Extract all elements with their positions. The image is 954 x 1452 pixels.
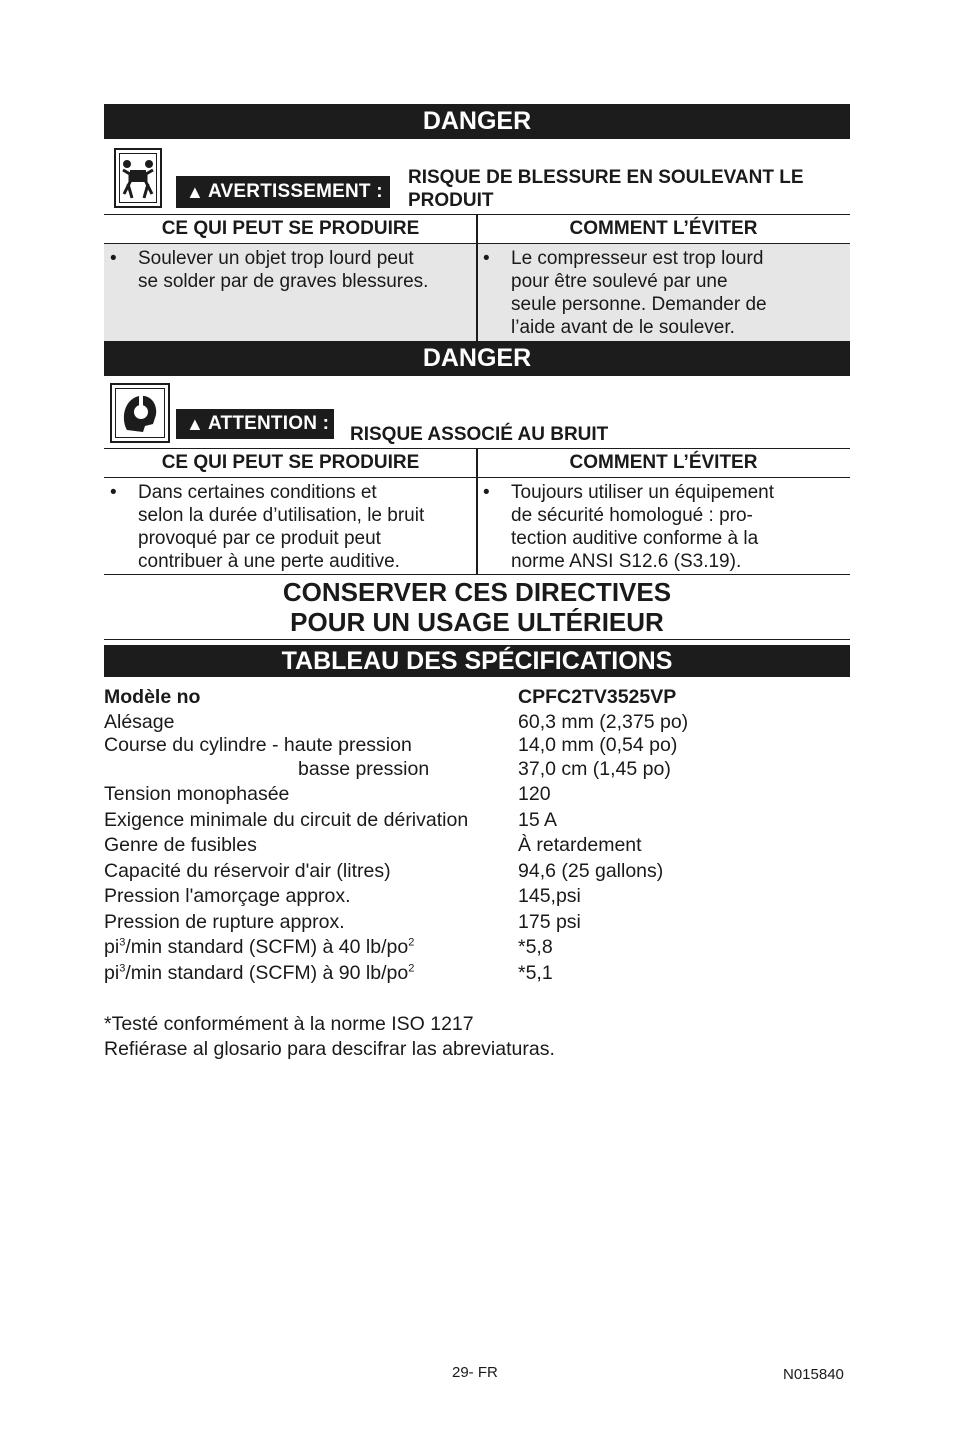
conserve-line-1: CONSERVER CES DIRECTIVES — [282, 577, 672, 607]
hazard-text: Dans certaines conditions et selon la durée d’utilisation, le bruit provoqué par ce produit peut contribuer à une perte auditive. — [138, 482, 425, 572]
spec-label: Pression de rupture approx. — [104, 911, 345, 933]
col-header-how-to-avoid: COMMENT L’ÉVITER — [569, 452, 758, 473]
risk-title-2: RISQUE ASSOCIÉ AU BRUIT — [350, 424, 609, 445]
spec-value: 94,6 (25 gallons) — [518, 860, 664, 882]
spec-label: Alésage — [104, 711, 175, 733]
page-number: 29- FR — [452, 1364, 498, 1381]
spec-row — [104, 808, 850, 833]
badge-label: ATTENTION : — [208, 413, 330, 434]
spec-value: 175 psi — [518, 911, 581, 933]
spec-value: À retardement — [518, 834, 642, 856]
document-code: N015840 — [783, 1366, 844, 1383]
column-divider — [476, 214, 478, 341]
spec-label: Genre de fusibles — [104, 834, 257, 856]
spec-row — [104, 859, 850, 884]
lifting-hazard-icon — [114, 148, 162, 208]
danger-banner-2: DANGER — [104, 341, 850, 376]
spec-label: Modèle no — [104, 686, 201, 708]
spec-value: CPFC2TV3525VP — [518, 686, 677, 708]
specifications-title: TABLEAU DES SPÉCIFICATIONS — [104, 645, 850, 677]
spec-value: 15 A — [518, 809, 558, 831]
spec-row — [104, 733, 850, 758]
spec-row — [104, 910, 850, 935]
attention-badge — [176, 409, 334, 439]
spec-label: basse pression — [298, 758, 430, 780]
spec-value: 37,0 cm (1,45 po) — [518, 758, 671, 780]
hearing-protection-icon — [110, 383, 170, 443]
spec-label: $pi^3/\min$ standard (SCFM) à 40 $lb/po^2$ — [104, 936, 415, 958]
bullet-mark: • — [110, 482, 117, 503]
avoidance-text: Toujours utiliser un équipement de sécurité homologué : pro- tection auditive conforme à la norme ANSI S12.6 (S3.19). — [511, 482, 774, 572]
spec-row — [104, 757, 850, 782]
spec-label: $pi^3/\min$ standard (SCFM) à 90 $lb/po^2$ — [104, 962, 415, 984]
spec-row — [104, 935, 850, 960]
spec-row — [104, 961, 850, 986]
spec-row-model — [104, 685, 850, 710]
hazard-text: Soulever un objet trop lourd peut se solder par de graves blessures. — [138, 248, 429, 292]
avertissement-badge — [176, 176, 390, 208]
spec-value: 145,psi — [518, 885, 581, 907]
spec-label: Exigence minimale du circuit de dérivation — [104, 809, 469, 831]
spec-value: 60,3 mm (2,375 po) — [518, 711, 689, 733]
spec-row — [104, 710, 850, 735]
bullet-mark: • — [110, 248, 117, 269]
glossary-note: Refiérase al glosario para descifrar las abreviaturas. — [104, 1038, 555, 1060]
iso-note: *Testé conformément à la norme ISO 1217 — [104, 1013, 474, 1035]
avoidance-text: Le compresseur est trop lourd pour être soulevé par une seule personne. Demander de l’aide avant de le soulever. — [511, 248, 767, 338]
spec-label: Capacité du réservoir d'air (litres) — [104, 860, 391, 882]
bullet-mark: • — [483, 482, 490, 503]
risk-title-1: RISQUE DE BLESSURE EN SOULEVANT LE PRODUIT — [408, 167, 804, 211]
spec-value: *5,8 — [518, 936, 553, 958]
col-header-what-happens: CE QUI PEUT SE PRODUIRE — [161, 218, 420, 239]
spec-row — [104, 884, 850, 909]
spec-value: *5,1 — [518, 962, 553, 984]
spec-value: 14,0 mm (0,54 po) — [518, 734, 678, 756]
divider — [104, 574, 850, 575]
bullet-mark: • — [483, 248, 490, 269]
danger-banner-1: DANGER — [104, 104, 850, 139]
spec-row — [104, 782, 850, 807]
badge-label: AVERTISSEMENT : — [208, 181, 383, 202]
col-header-what-happens: CE QUI PEUT SE PRODUIRE — [161, 452, 420, 473]
spec-label: Tension monophasée — [104, 783, 290, 805]
column-divider — [476, 448, 478, 574]
spec-label: Pression l'amorçage approx. — [104, 885, 351, 907]
spec-label: Course du cylindre - haute pression — [104, 734, 412, 756]
warning-triangle-icon: ▲ — [186, 181, 205, 202]
spec-row — [104, 833, 850, 858]
spec-value: 120 — [518, 783, 551, 805]
warning-triangle-icon: ▲ — [186, 413, 205, 434]
divider — [104, 639, 850, 640]
col-header-how-to-avoid: COMMENT L’ÉVITER — [569, 218, 758, 239]
conserve-line-2: POUR UN USAGE ULTÉRIEUR — [290, 607, 664, 637]
